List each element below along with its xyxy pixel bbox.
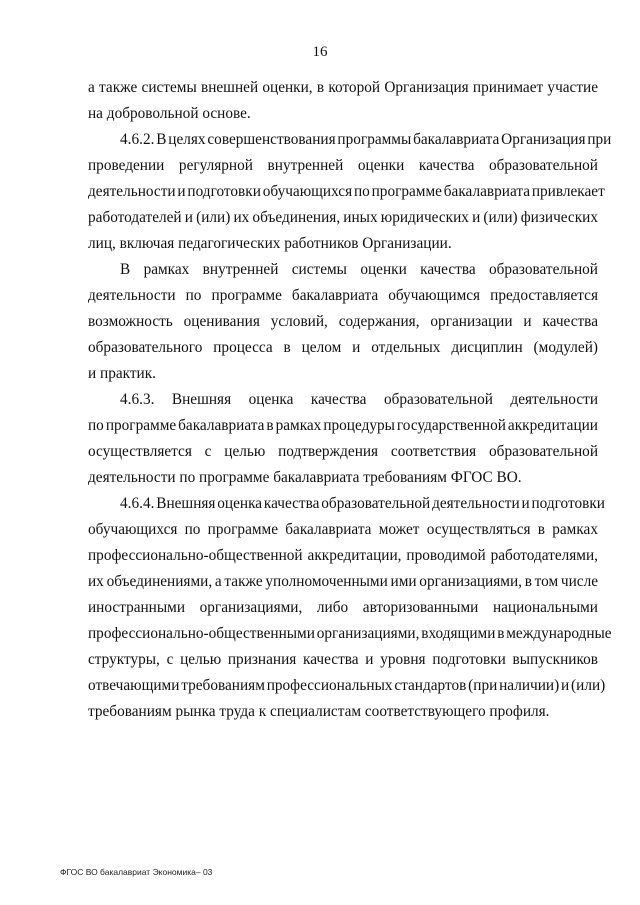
text-line: по программе бакалавриата в рамках процедуры государственной аккредитации xyxy=(88,417,598,434)
text-line: профессионально-общественными организациями, входящими в международные xyxy=(88,625,612,642)
text-line: проведении регулярной внутренней оценки качества образовательной xyxy=(88,157,598,174)
footer-text: ФГОС ВО бакалавриат Экономика– 03 xyxy=(60,867,213,877)
text-line: и практик. xyxy=(88,365,156,382)
text-line: обучающихся по программе бакалавриата может осуществляться в рамках xyxy=(88,521,598,538)
page-number: 16 xyxy=(312,44,328,60)
text-line: осуществляется с целью подтверждения соответствия образовательной xyxy=(88,443,598,460)
text-line: структуры, с целью признания качества и уровня подготовки выпускников xyxy=(88,651,598,668)
text-line: 4.6.3. Внешняя оценка качества образовательной деятельности xyxy=(120,391,598,408)
text-line: 4.6.4. Внешняя оценка качества образовательной деятельности и подготовки xyxy=(120,495,605,512)
text-line: деятельности по программе бакалавриата обучающимся предоставляется xyxy=(88,287,598,304)
text-line: образовательного процесса в целом и отдельных дисциплин (модулей) xyxy=(88,339,598,356)
text-line: отвечающими требованиям профессиональных стандартов (при наличии) и (или) xyxy=(88,677,606,694)
text-line: лиц, включая педагогических работников Организации. xyxy=(88,235,452,252)
text-line: деятельности и подготовки обучающихся по программе бакалавриата привлекает xyxy=(88,183,605,200)
text-line: иностранными организациями, либо авторизованными национальными xyxy=(88,599,598,616)
text-line: В рамках внутренней системы оценки качества образовательной xyxy=(120,261,598,278)
text-line: а также системы внешней оценки, в которой Организация принимает участие xyxy=(88,79,598,96)
text-line: 4.6.2. В целях совершенствования программы бакалавриата Организация при xyxy=(120,131,612,148)
text-line: деятельности по программе бакалавриата требованиям ФГОС ВО. xyxy=(88,469,522,486)
text-line: требованиям рынка труда к специалистам соответствующего профиля. xyxy=(88,703,550,720)
text-line: возможность оценивания условий, содержания, организации и качества xyxy=(88,313,598,330)
text-line: профессионально-общественной аккредитации, проводимой работодателями, xyxy=(88,547,598,564)
document-body xyxy=(88,75,612,725)
text-line: их объединениями, а также уполномоченными ими организациями, в том числе xyxy=(88,573,598,590)
text-line: работодателей и (или) их объединения, иных юридических и (или) физических xyxy=(88,209,598,226)
text-line: на добровольной основе. xyxy=(88,105,251,122)
